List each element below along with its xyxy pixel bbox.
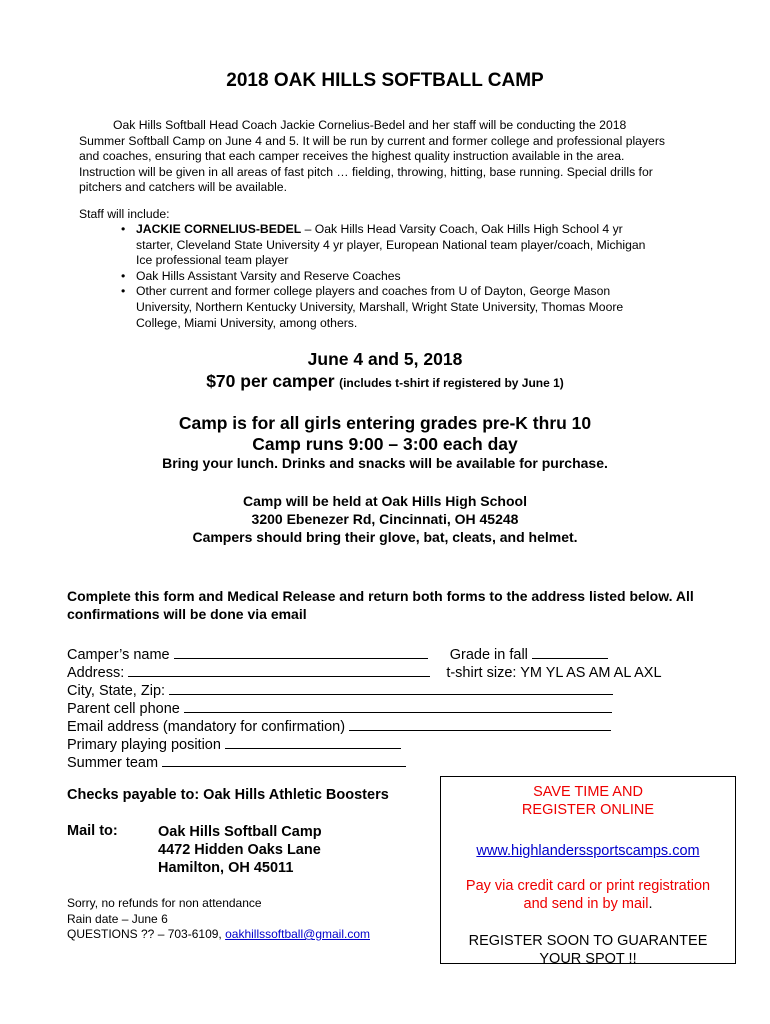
page-title: 2018 OAK HILLS SOFTBALL CAMP bbox=[226, 70, 544, 91]
footer-notes bbox=[67, 896, 370, 943]
team-label: Summer team bbox=[67, 755, 159, 771]
mail-line-3: Hamilton, OH 45011 bbox=[158, 860, 294, 876]
box-pay-line-1: Pay via credit card or print registration bbox=[465, 878, 711, 894]
camp-lunch: Bring your lunch. Drinks and snacks will be available for purchase. bbox=[162, 455, 608, 471]
camp-hours: Camp runs 9:00 – 3:00 each day bbox=[252, 434, 518, 454]
questions-line bbox=[67, 927, 370, 943]
box-pay-line-2: and send in by mail bbox=[523, 896, 649, 912]
box-save-time: SAVE TIME AND bbox=[533, 784, 643, 800]
intro-paragraph bbox=[79, 118, 669, 196]
campers-name-label: Camper’s name bbox=[67, 647, 170, 663]
rain-date: Rain date – June 6 bbox=[67, 911, 168, 926]
parent-phone-field[interactable] bbox=[184, 699, 612, 713]
mail-to-label: Mail to: bbox=[67, 823, 118, 839]
camp-dates: June 4 and 5, 2018 bbox=[307, 349, 463, 369]
email-label: Email address (mandatory for confirmation) bbox=[67, 719, 346, 735]
head-coach-name: JACKIE CORNELIUS-BEDEL bbox=[136, 222, 302, 236]
box-pay-line-2-end: . bbox=[648, 896, 653, 912]
questions-text: QUESTIONS ?? – 703-6109, bbox=[67, 927, 226, 941]
register-url-row bbox=[441, 842, 735, 860]
parent-phone-label: Parent cell phone bbox=[67, 701, 180, 717]
mail-line-1: Oak Hills Softball Camp bbox=[158, 824, 322, 840]
campers-name-field[interactable] bbox=[174, 645, 428, 659]
box-pay-line-2-row bbox=[441, 895, 735, 913]
box-guarantee-1: REGISTER SOON TO GUARANTEE bbox=[468, 933, 708, 949]
form-row-phone bbox=[67, 699, 612, 718]
form-row-email bbox=[67, 717, 611, 736]
location-bring: Campers should bring their glove, bat, cleats, and helmet. bbox=[192, 529, 578, 545]
camp-grades: Camp is for all girls entering grades pre-K thru 10 bbox=[178, 413, 592, 433]
staff-item-assistants: • Oak Hills Assistant Varsity and Reserve Coaches bbox=[121, 269, 661, 285]
city-field[interactable] bbox=[169, 681, 613, 695]
box-register-online: REGISTER ONLINE bbox=[521, 802, 655, 818]
register-online-box bbox=[440, 776, 736, 967]
grade-field[interactable] bbox=[532, 645, 608, 659]
box-guarantee-2: YOUR SPOT !! bbox=[539, 951, 637, 967]
checks-payable: Checks payable to: Oak Hills Athletic Boosters bbox=[67, 787, 389, 803]
mail-line-2: 4472 Hidden Oaks Lane bbox=[158, 842, 321, 858]
register-url-link[interactable]: www.highlanderssportscamps.com bbox=[476, 843, 700, 859]
staff-item-head-coach bbox=[121, 222, 661, 269]
form-row-name bbox=[67, 645, 608, 664]
grade-label: Grade in fall bbox=[449, 647, 528, 663]
form-row-position bbox=[67, 735, 401, 754]
mail-address bbox=[158, 823, 322, 877]
address-field[interactable] bbox=[128, 663, 430, 677]
position-field[interactable] bbox=[225, 735, 401, 749]
tshirt-size-label: t-shirt size: YM YL AS AM AL AXL bbox=[446, 665, 662, 681]
camp-price-note: (includes t-shirt if registered by June 1) bbox=[339, 376, 564, 390]
address-label: Address: bbox=[67, 665, 125, 681]
camp-price: $70 per camper bbox=[206, 371, 335, 391]
head-coach-bio: – Oak Hills Head Varsity Coach, Oak Hills High School 4 yr starter, Cleveland State University 4 yr player, European National team player/coach, Michigan Ice professional team player bbox=[136, 222, 646, 268]
form-instructions: Complete this form and Medical Release and return both forms to the address listed below. All confirmations will be done via email bbox=[67, 588, 694, 622]
camp-price-line bbox=[0, 371, 770, 392]
email-field[interactable] bbox=[349, 717, 611, 731]
staff-heading: Staff will include: bbox=[79, 207, 170, 221]
intro-text: Oak Hills Softball Head Coach Jackie Cornelius-Bedel and her staff will be conducting the 2018 Summer Softball Camp on June 4 and 5. It will be run by current and former college and professional players and coaches, ensuring that each camper receives the highest quality instruction available in the area. Instruction will be given in all areas of fast pitch … fielding, throwing, hitting, base running. Special drills for pitchers and catchers will be available. bbox=[79, 118, 665, 195]
location-address: 3200 Ebenezer Rd, Cincinnati, OH 45248 bbox=[251, 511, 519, 527]
refund-note: Sorry, no refunds for non attendance bbox=[67, 896, 262, 910]
staff-item-others: • Other current and former college players and coaches from U of Dayton, George Mason University, Northern Kentucky University, Marshall, Wright State University, Thomas Moore College, Miami University, among others. bbox=[121, 284, 661, 331]
form-row-city bbox=[67, 681, 613, 700]
city-label: City, State, Zip: bbox=[67, 683, 166, 699]
contact-email-link[interactable]: oakhillssoftball@gmail.com bbox=[225, 927, 370, 941]
form-row-address bbox=[67, 663, 662, 682]
staff-list bbox=[121, 222, 661, 331]
position-label: Primary playing position bbox=[67, 737, 221, 753]
location-school: Camp will be held at Oak Hills High School bbox=[243, 493, 527, 509]
form-row-team bbox=[67, 753, 406, 772]
team-field[interactable] bbox=[162, 753, 406, 767]
